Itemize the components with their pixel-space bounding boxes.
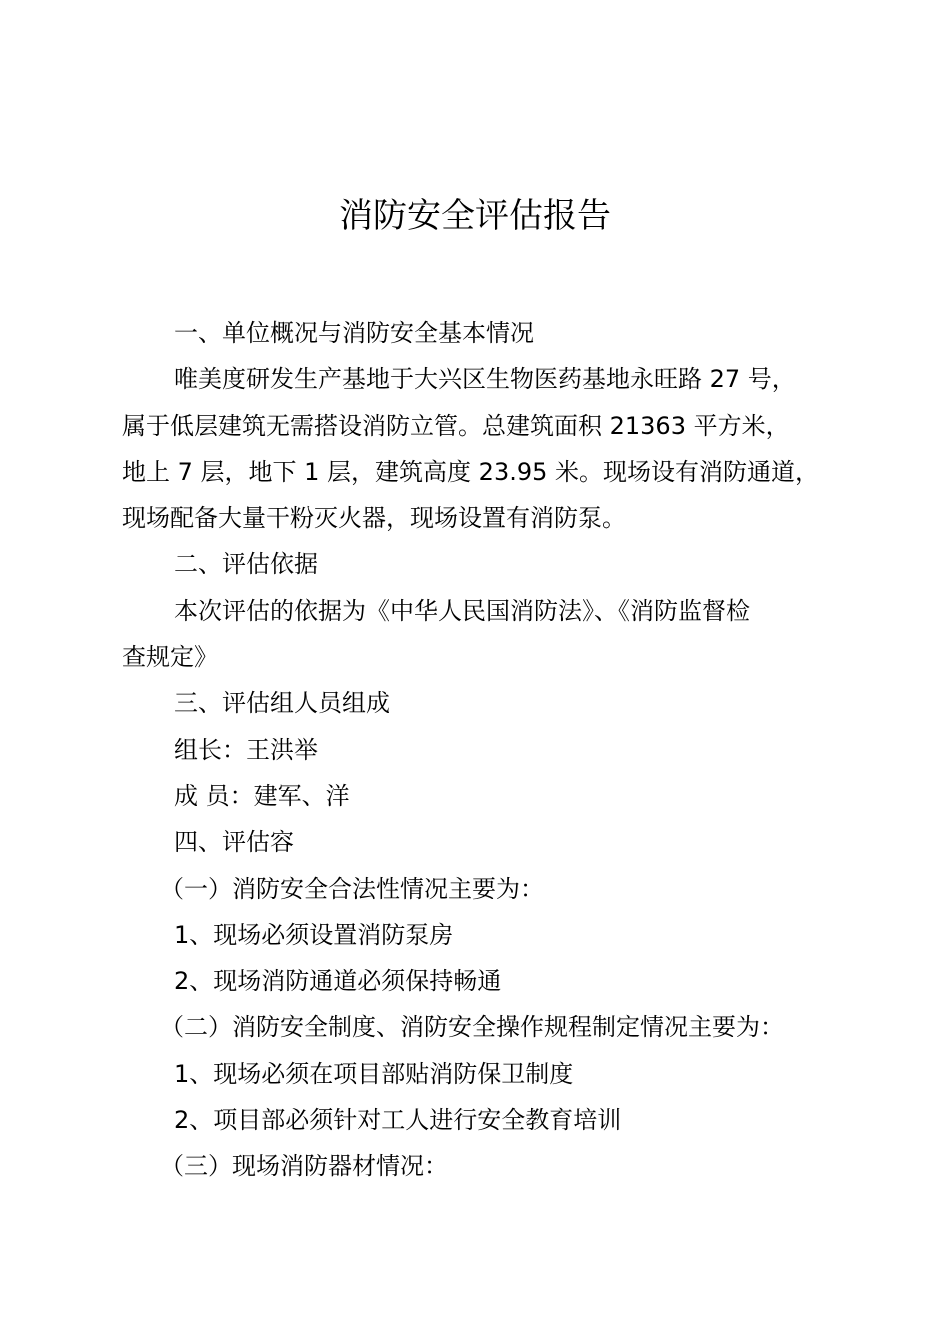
paragraph-line: 唯美度研发生产基地于大兴区生物医药基地永旺路 27 号， [174,365,796,394]
section-heading-4: 四、评估容 [174,828,294,857]
list-item: 1、现场必须设置消防泵房 [174,920,454,949]
paragraph-line: 地上 7 层，地下 1 层，建筑高度 23.95 米。现场设有消防通道， [122,457,820,486]
paragraph-line: 查规定》 [122,643,218,672]
list-item: 1、现场必须在项目部贴消防保卫制度 [174,1059,574,1088]
subsection-heading-2: （二）消防安全制度、消防安全操作规程制定情况主要为： [160,1013,784,1042]
paragraph-line: 属于低层建筑无需搭设消防立管。总建筑面积 21363 平方米， [122,411,790,440]
section-heading-2: 二、评估依据 [174,550,318,579]
paragraph-line: 本次评估的依据为《中华人民国消防法》、《消防监督检 [174,596,750,625]
list-item: 2、项目部必须针对工人进行安全教育培训 [174,1106,622,1135]
section-heading-3: 三、评估组人员组成 [174,689,390,718]
document-body [122,310,838,1190]
document-title: 消防安全评估报告 [339,196,611,236]
subsection-heading-3: （三）现场消防器材情况： [160,1152,448,1181]
team-leader-line: 组长：王洪举 [174,735,318,764]
section-heading-1: 一、单位概况与消防安全基本情况 [174,319,534,347]
list-item: 2、现场消防通道必须保持畅通 [174,967,502,996]
subsection-heading-1: （一）消防安全合法性情况主要为： [160,874,544,903]
team-members-line: 成 员：建军、洋 [174,781,350,810]
paragraph-line: 现场配备大量干粉灭火器，现场设置有消防泵。 [122,504,626,533]
